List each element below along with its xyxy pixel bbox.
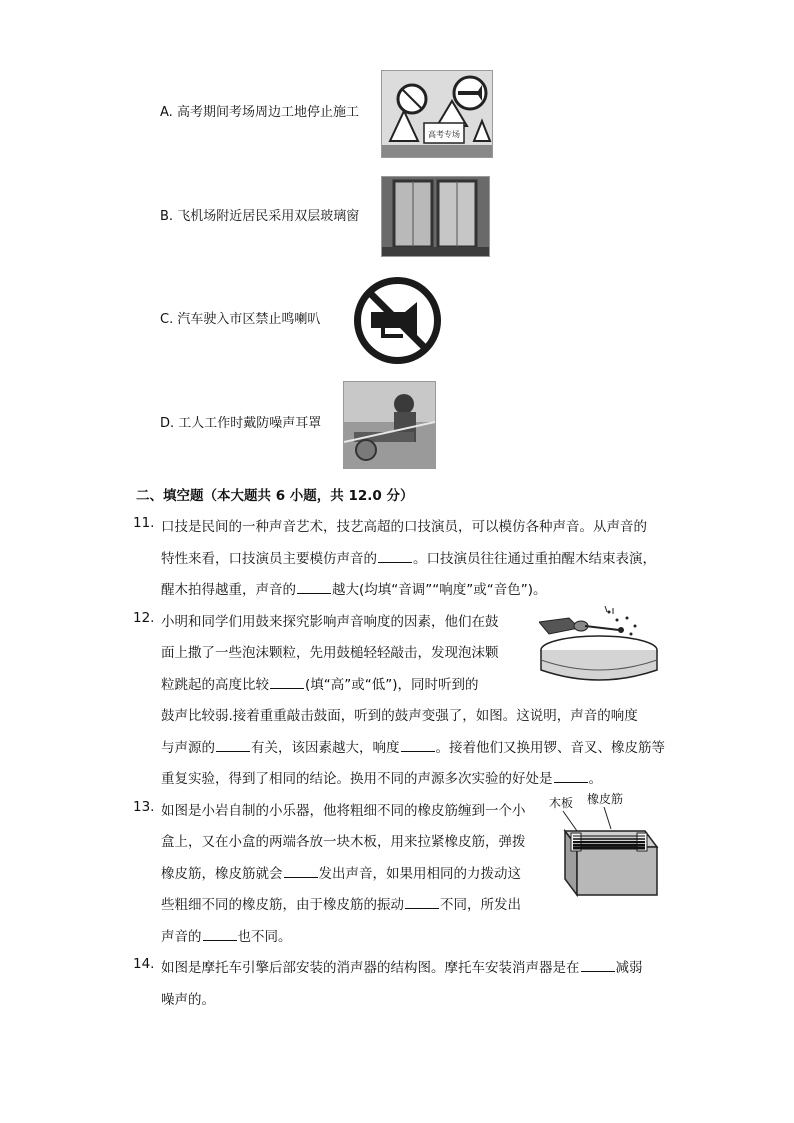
drum-with-foam-illustration [539, 604, 659, 683]
no-horn-icon [353, 276, 442, 365]
answer-blank[interactable] [284, 865, 318, 878]
q12-line-4: 鼓声比较弱.接着重重敲击鼓面，听到的鼓声变强了，如图。这说明，声音的响度 [161, 708, 638, 724]
answer-blank[interactable] [203, 928, 237, 941]
q13-line-1: 如图是小岩自制的小乐器，他将粗细不同的橡皮筋缠到一个小 [161, 803, 526, 819]
question-number-12: 12. [133, 610, 155, 626]
question-number-13: 13. [133, 799, 155, 815]
construction-signs-illustration [382, 71, 492, 157]
section-title: 二、填空题（本大题共 6 小题，共 12.0 分） [136, 488, 414, 504]
sign-text: 高考专场 [428, 130, 460, 139]
rubber-band-instrument-figure [549, 789, 661, 901]
option-b: B. 飞机场附近居民采用双层玻璃窗 [160, 209, 360, 224]
answer-blank[interactable] [554, 770, 588, 783]
q11-line-1: 口技是民间的一种声音艺术，技艺高超的口技演员，可以模仿各种声音。从声音的 [161, 519, 647, 535]
double-glazed-window-photo [382, 177, 489, 256]
q13-line-4: 些粗细不同的橡皮筋，由于橡皮筋的振动 不同，所发出 [161, 897, 521, 913]
answer-blank[interactable] [378, 550, 412, 563]
option-a: A. 高考期间考场周边工地停止施工 [160, 105, 359, 120]
q13-line-3: 橡皮筋，橡皮筋就会 发出声音，如果用相同的力拨动这 [161, 866, 521, 882]
answer-blank[interactable] [270, 676, 304, 689]
answer-blank[interactable] [216, 739, 250, 752]
option-a-image [381, 70, 493, 158]
q11-line-3: 醒木拍得越重，声音的 越大(均填“音调”“响度”或“音色”)。 [161, 582, 547, 598]
rubber-band-box-illustration [549, 807, 661, 901]
q12-line-2: 面上撒了一些泡沫颗粒，先用鼓槌轻轻敲击，发现泡沫颗 [161, 645, 499, 661]
q11-line-2: 特性来看，口技演员主要模仿声音的 。口技演员往往通过重拍醒木结束表演， [161, 551, 656, 567]
question-number-14: 14. [133, 956, 155, 972]
fig-label-board: 木板 [549, 796, 574, 810]
option-c: C. 汽车驶入市区禁止鸣喇叭 [160, 312, 321, 327]
option-d: D. 工人工作时戴防噪声耳罩 [160, 416, 322, 431]
q13-line-2: 盒上，又在小盒的两端各放一块木板，用来拉紧橡皮筋，弹拨 [161, 834, 526, 850]
q13-line-5: 声音的 也不同。 [161, 929, 292, 945]
no-horn-sign [353, 276, 442, 365]
answer-blank[interactable] [401, 739, 435, 752]
fig-label-band: 橡皮筋 [587, 792, 624, 806]
answer-blank[interactable] [581, 959, 615, 972]
answer-blank[interactable] [297, 581, 331, 594]
worker-earmuffs-photo [344, 382, 435, 468]
option-d-image [343, 381, 436, 469]
option-b-image [381, 176, 490, 257]
q14-line-1: 如图是摩托车引擎后部安装的消声器的结构图。摩托车安装消声器是在 减弱 [161, 960, 643, 976]
question-number-11: 11. [133, 515, 155, 531]
q12-line-3: 粒跳起的高度比较 (填“高”或“低”)，同时听到的 [161, 677, 479, 693]
q14-line-2: 噪声的。 [161, 992, 215, 1008]
q12-line-1: 小明和同学们用鼓来探究影响声音响度的因素，他们在鼓 [161, 614, 499, 630]
q12-line-6: 重复实验，得到了相同的结论。换用不同的声源多次实验的好处是 。 [161, 771, 602, 787]
answer-blank[interactable] [405, 896, 439, 909]
drum-experiment-figure [539, 604, 659, 683]
q12-line-5: 与声源的 有关，该因素越大，响度 。接着他们又换用锣、音叉、橡皮筋等 [161, 740, 665, 756]
